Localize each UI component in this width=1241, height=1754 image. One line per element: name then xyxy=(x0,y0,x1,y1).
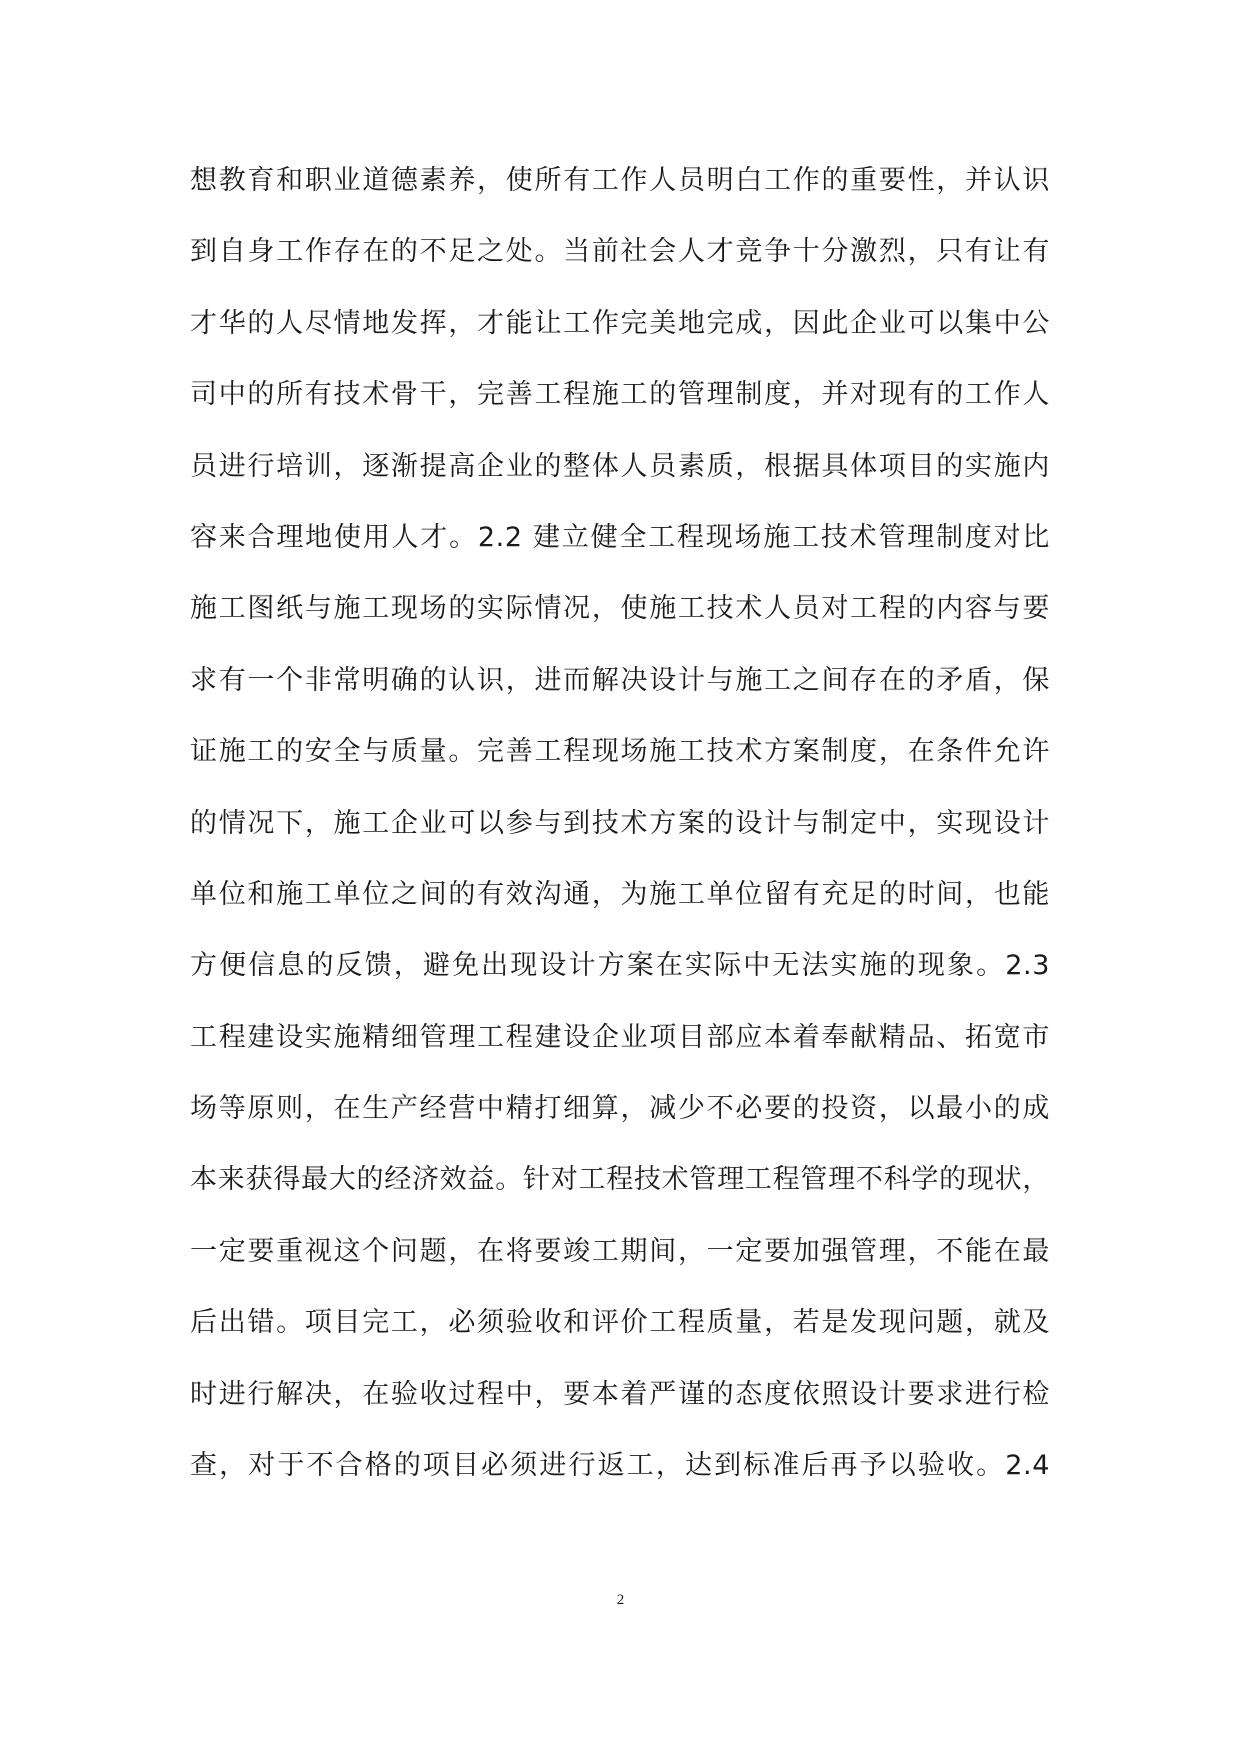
text-line: 查，对于不合格的项目必须进行返工，达到标准后再予以验收。2.4 xyxy=(190,1450,1050,1482)
text-line: 到自身工作存在的不足之处。当前社会人才竞争十分激烈，只有让有 xyxy=(190,236,1050,268)
text-line: 的情况下，施工企业可以参与到技术方案的设计与制定中，实现设计 xyxy=(190,807,1050,839)
text-line: 员进行培训，逐渐提高企业的整体人员素质，根据具体项目的实施内 xyxy=(190,450,1050,482)
text-line: 想教育和职业道德素养，使所有工作人员明白工作的重要性，并认识 xyxy=(190,165,1050,196)
text-line: 施工图纸与施工现场的实际情况，使施工技术人员对工程的内容与要 xyxy=(190,593,1050,625)
text-line: 本来获得最大的经济效益。针对工程技术管理工程管理不科学的现状， xyxy=(190,1164,1050,1196)
text-line: 方便信息的反馈，避免出现设计方案在实际中无法实施的现象。2.3 xyxy=(190,950,1050,982)
text-line: 证施工的安全与质量。完善工程现场施工技术方案制度，在条件允许 xyxy=(190,736,1050,768)
text-line: 时进行解决，在验收过程中，要本着严谨的态度依照设计要求进行检 xyxy=(190,1378,1050,1410)
text-line: 单位和施工单位之间的有效沟通，为施工单位留有充足的时间，也能 xyxy=(190,878,1050,910)
text-line: 一定要重视这个问题，在将要竣工期间，一定要加强管理，不能在最 xyxy=(190,1235,1050,1267)
text-line: 工程建设实施精细管理工程建设企业项目部应本着奉献精品、拓宽市 xyxy=(190,1021,1050,1053)
text-line: 后出错。项目完工，必须验收和评价工程质量，若是发现问题，就及 xyxy=(190,1307,1050,1339)
text-line: 场等原则，在生产经营中精打细算，减少不必要的投资，以最小的成 xyxy=(190,1093,1050,1125)
text-line: 才华的人尽情地发挥，才能让工作完美地完成，因此企业可以集中公 xyxy=(190,307,1050,339)
text-line: 司中的所有技术骨干，完善工程施工的管理制度，并对现有的工作人 xyxy=(190,379,1050,411)
body-text xyxy=(190,145,1050,1501)
text-line: 求有一个非常明确的认识，进而解决设计与施工之间存在的矛盾，保 xyxy=(190,664,1050,696)
text-line: 容来合理地使用人才。2.2 建立健全工程现场施工技术管理制度对比 xyxy=(190,521,1050,553)
page-number: 2 xyxy=(616,1592,625,1608)
